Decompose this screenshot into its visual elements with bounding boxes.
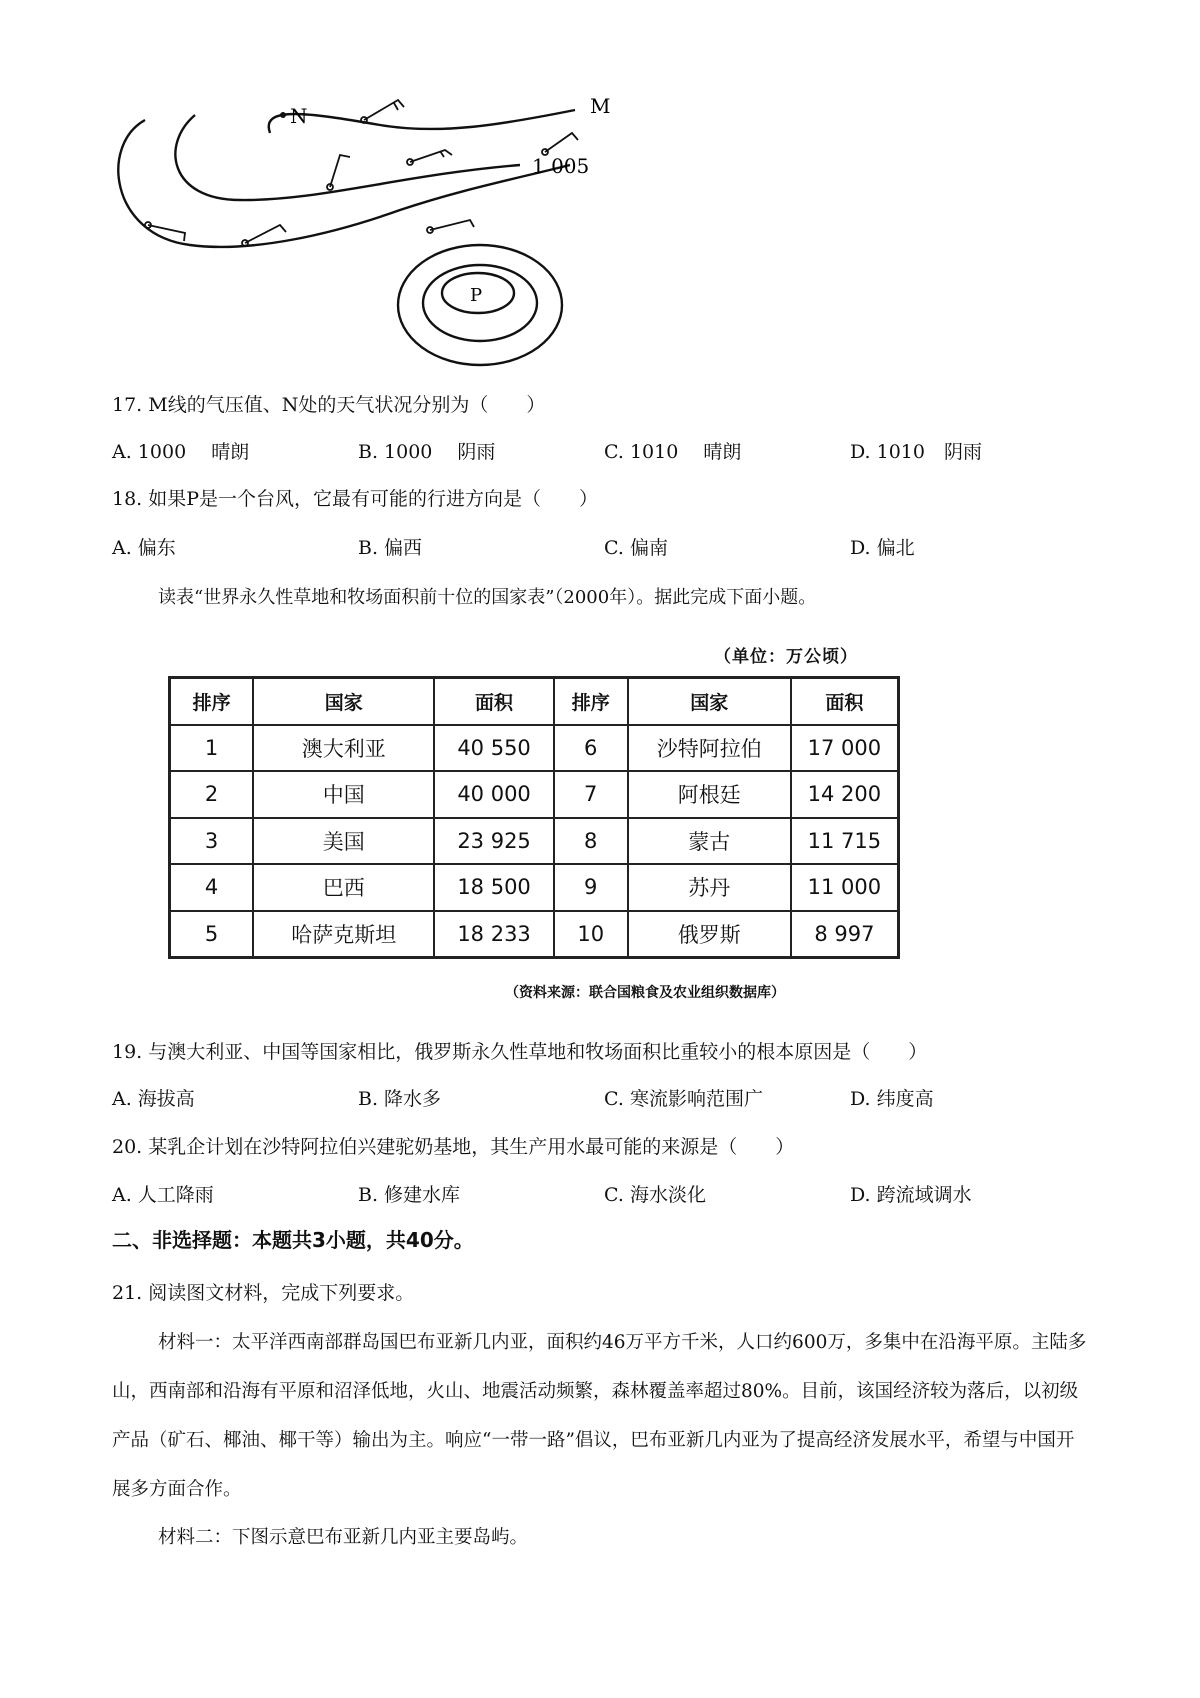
q17-option-d: D. 1010 阴雨: [850, 441, 982, 463]
q20-option-d: D. 跨流域调水: [850, 1184, 972, 1206]
cell: 3: [170, 818, 254, 865]
question-19-stem: 19. 与澳大利亚、中国等国家相比，俄罗斯永久性草地和牧场面积比重较小的根本原因是（ ）: [112, 1041, 928, 1063]
cell: 8: [554, 818, 628, 865]
q18-option-b: B. 偏西: [358, 537, 423, 559]
header-area: 面积: [434, 678, 554, 725]
header-country: 国家: [253, 678, 434, 725]
cell: 40 550: [434, 725, 554, 772]
label-N: N: [290, 104, 308, 128]
cell: 10: [554, 911, 628, 958]
material-1: 材料一：太平洋西南部群岛国巴布亚新几内亚，面积约46万平方千米，人口约600万，多集中在沿海平原。主陆多山，西南部和沿海有平原和沼泽低地，火山、地震活动频繁，森林覆盖率超过80%。目前，该国经济较为落后，以初级产品（矿石、椰油、椰干等）输出为主。响应“一带一路”倡议，巴布亚新几内亚为了提高经济发展水平，希望与中国开展多方面合作。: [112, 1332, 1087, 1500]
cell: 中国: [253, 771, 434, 818]
q20-option-a: A. 人工降雨: [112, 1184, 214, 1206]
table-row: [170, 911, 899, 958]
table-unit: （单位：万公顷）: [714, 647, 858, 667]
header-country: 国家: [628, 678, 791, 725]
header-area: 面积: [791, 678, 899, 725]
section-heading: 二、非选择题：本题共3小题，共40分。: [112, 1228, 474, 1252]
q17-option-b: B. 1000 阴雨: [358, 441, 496, 463]
table-row: [170, 725, 899, 772]
isobar-diagram: [100, 85, 660, 375]
table-intro: 读表“世界永久性草地和牧场面积前十位的国家表”（2000年）。据此完成下面小题。: [158, 587, 817, 608]
grassland-table: [168, 676, 900, 959]
q20-option-b: B. 修建水库: [358, 1184, 461, 1206]
cell: 18 500: [434, 864, 554, 911]
q18-option-a: A. 偏东: [112, 537, 176, 559]
cell: 18 233: [434, 911, 554, 958]
q20-option-c: C. 海水淡化: [604, 1184, 706, 1206]
material-2: 材料二：下图示意巴布亚新几内亚主要岛屿。: [158, 1527, 529, 1548]
label-M: M: [590, 94, 611, 118]
weather-map-figure: [100, 85, 660, 375]
cell: 俄罗斯: [628, 911, 791, 958]
cell: 5: [170, 911, 254, 958]
cell: 23 925: [434, 818, 554, 865]
table-row: [170, 771, 899, 818]
table-row: [170, 818, 899, 865]
q17-option-c: C. 1010 晴朗: [604, 441, 742, 463]
q19-option-b: B. 降水多: [358, 1088, 442, 1110]
cell: 沙特阿拉伯: [628, 725, 791, 772]
isobar-M: [269, 110, 575, 133]
question-17-stem: 17. M线的气压值、N处的天气状况分别为（ ）: [112, 394, 546, 416]
cell: 2: [170, 771, 254, 818]
cell: 8 997: [791, 911, 899, 958]
cell: 苏丹: [628, 864, 791, 911]
table-source: （资料来源：联合国粮食及农业组织数据库）: [505, 985, 785, 1001]
cell: 哈萨克斯坦: [253, 911, 434, 958]
cell: 14 200: [791, 771, 899, 818]
cell: 9: [554, 864, 628, 911]
cell: 6: [554, 725, 628, 772]
q19-option-d: D. 纬度高: [850, 1088, 934, 1110]
table-header-row: [170, 678, 899, 725]
label-P: P: [470, 285, 483, 306]
table-row: [170, 864, 899, 911]
isobar-outer: [118, 120, 570, 247]
header-rank: 排序: [170, 678, 254, 725]
cell: 巴西: [253, 864, 434, 911]
q18-option-d: D. 偏北: [850, 537, 915, 559]
cell: 11 000: [791, 864, 899, 911]
point-N-dot: [280, 112, 286, 118]
cell: 1: [170, 725, 254, 772]
cell: 阿根廷: [628, 771, 791, 818]
cell: 澳大利亚: [253, 725, 434, 772]
q17-option-a: A. 1000 晴朗: [112, 441, 250, 463]
cell: 11 715: [791, 818, 899, 865]
question-21-stem: 21. 阅读图文材料，完成下列要求。: [112, 1282, 415, 1304]
q19-option-c: C. 寒流影响范围广: [604, 1088, 763, 1110]
cell: 美国: [253, 818, 434, 865]
label-1005: 1 005: [532, 154, 590, 178]
question-20-stem: 20. 某乳企计划在沙特阿拉伯兴建驼奶基地，其生产用水最可能的来源是（ ）: [112, 1136, 795, 1158]
cell: 蒙古: [628, 818, 791, 865]
header-rank: 排序: [554, 678, 628, 725]
cell: 40 000: [434, 771, 554, 818]
question-18-stem: 18. 如果P是一个台风，它最有可能的行进方向是（ ）: [112, 488, 599, 510]
cell: 7: [554, 771, 628, 818]
cell: 4: [170, 864, 254, 911]
q18-option-c: C. 偏南: [604, 537, 668, 559]
cell: 17 000: [791, 725, 899, 772]
q19-option-a: A. 海拔高: [112, 1088, 195, 1110]
